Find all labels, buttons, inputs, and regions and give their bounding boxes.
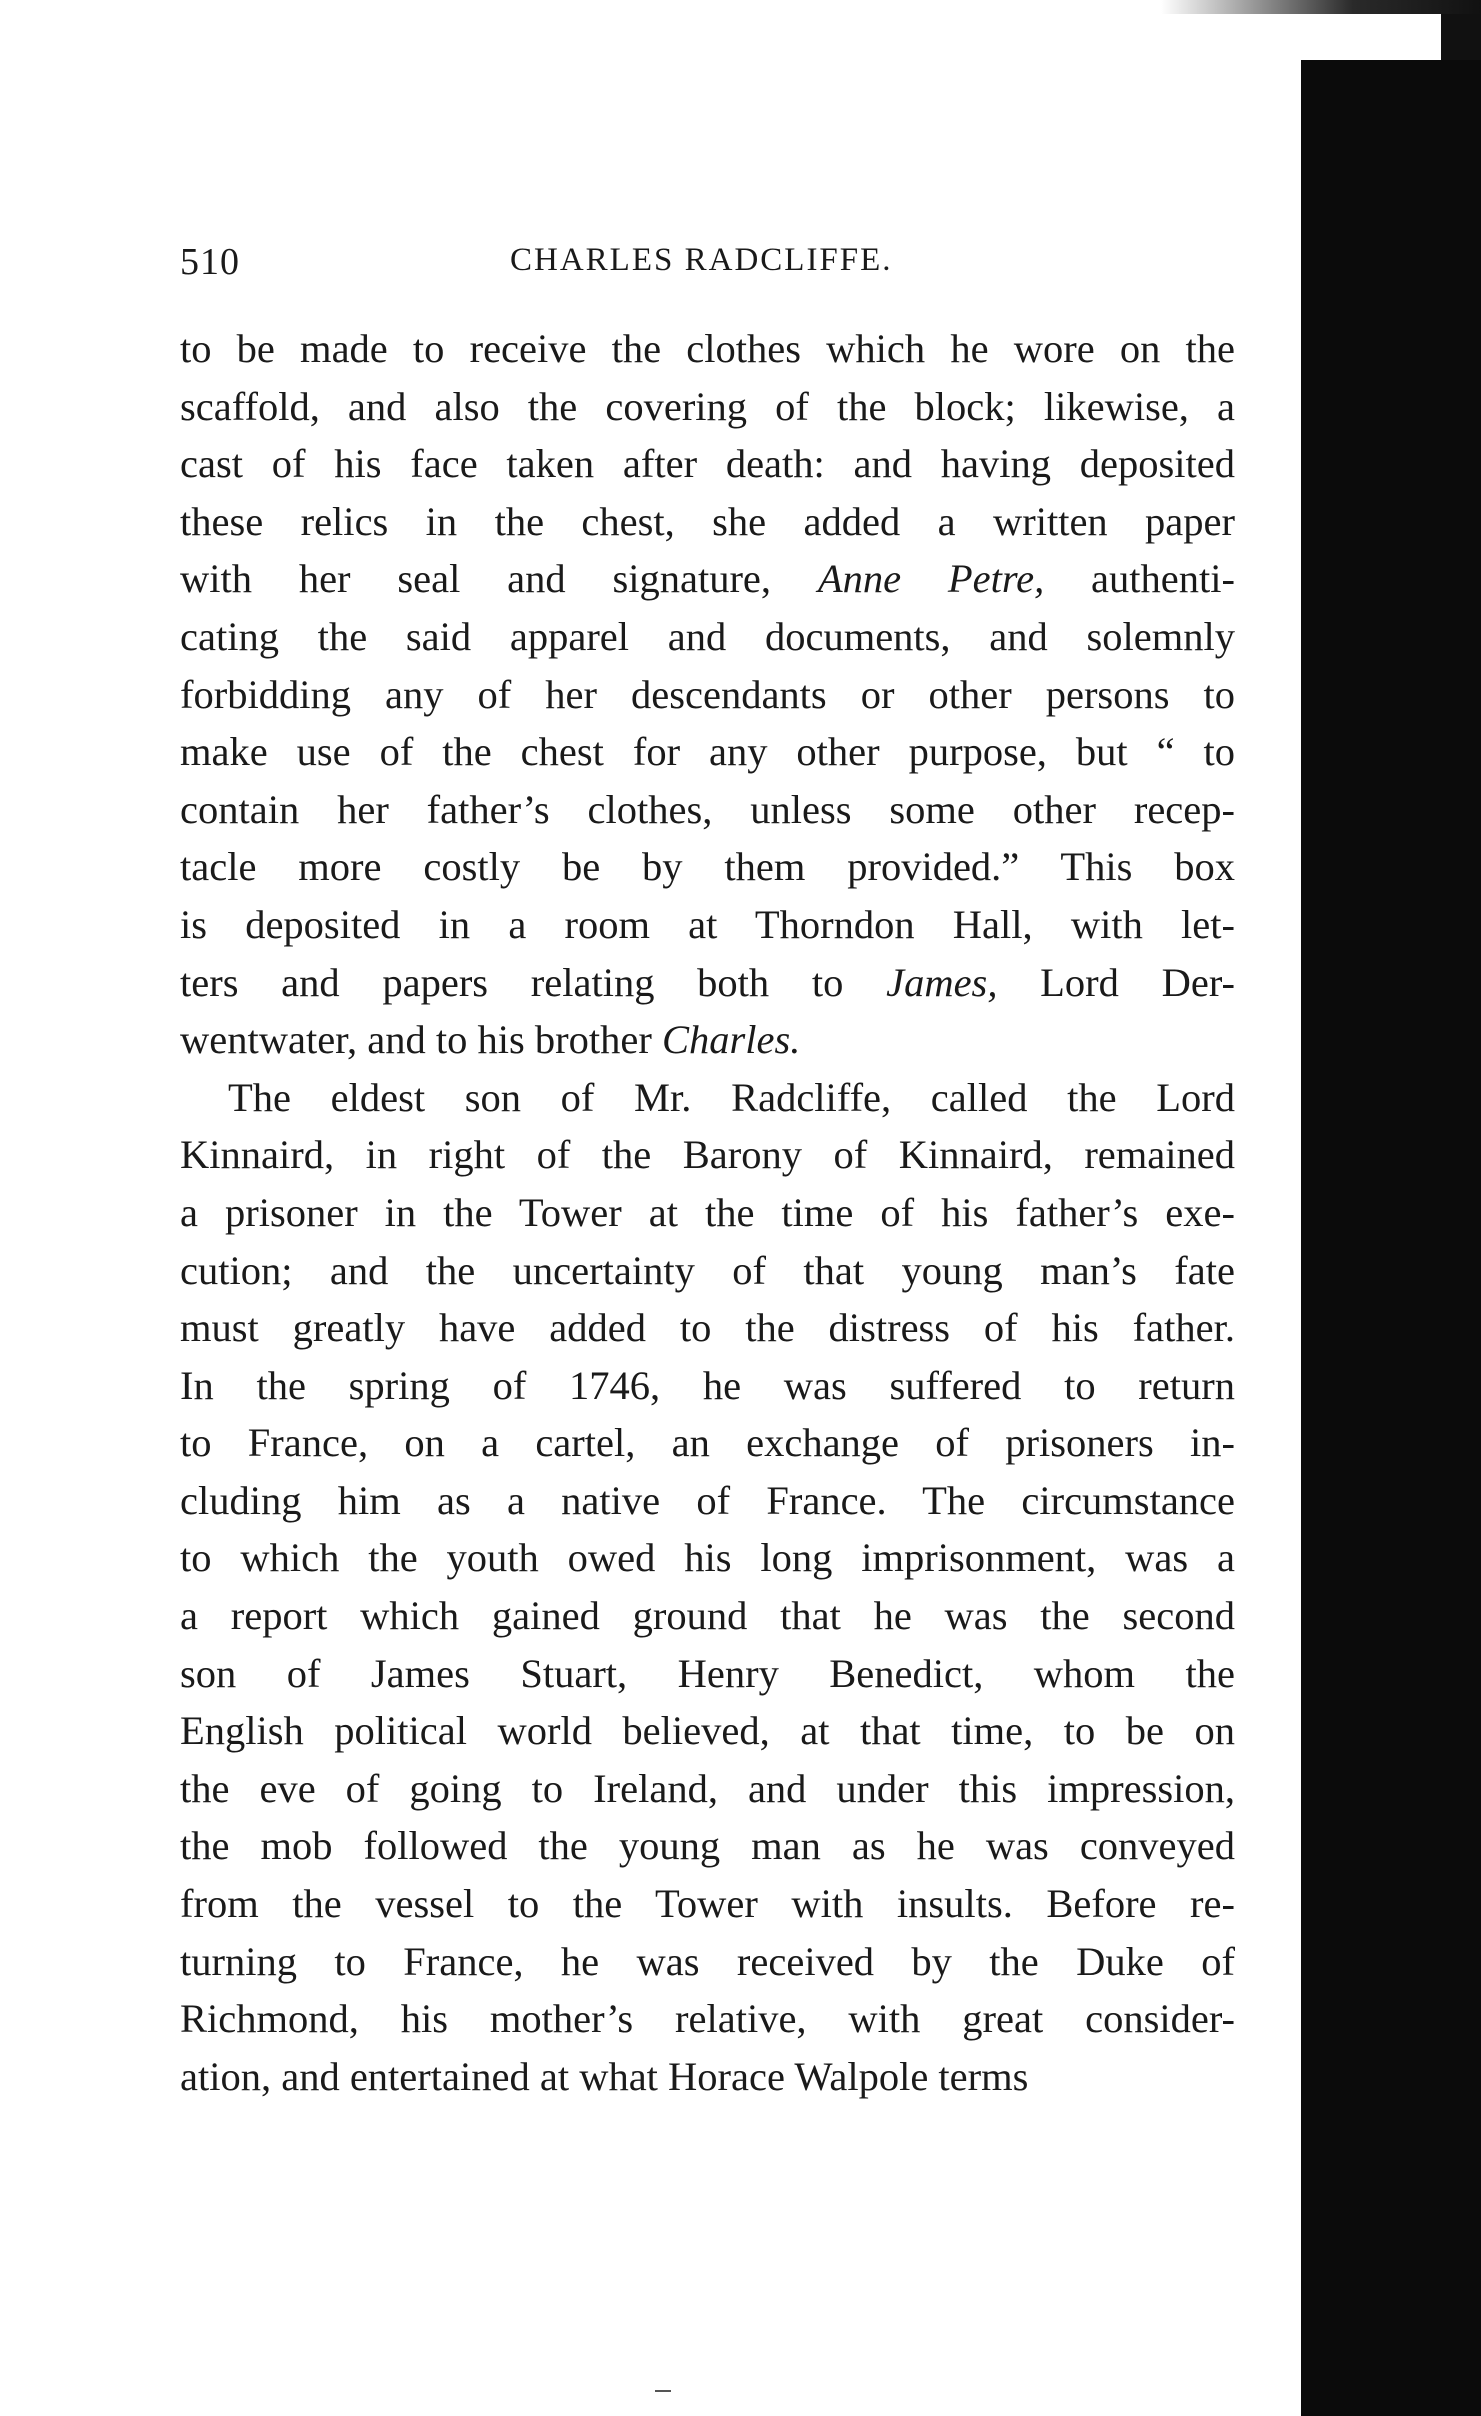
book-page [180, 240, 1235, 2105]
text-line: cution; and the uncertainty of that young man’s fate [180, 1247, 1235, 1293]
text-line: forbidding any of her descendants or other persons to [180, 671, 1235, 717]
text-line: contain her father’s clothes, unless some other recep- [180, 786, 1235, 832]
text-line: the eve of going to Ireland, and under this impression, [180, 1765, 1235, 1811]
text-line: to France, on a cartel, an exchange of prisoners in- [180, 1420, 1235, 1466]
paragraph [180, 320, 1235, 1069]
text-line: to which the youth owed his long imprisonment, was a [180, 1535, 1235, 1581]
text-line: must greatly have added to the distress of his father. [180, 1305, 1235, 1351]
running-title: CHARLES RADCLIFFE. [510, 242, 893, 278]
text-line: tacle more costly be by them provided.” This box [180, 844, 1235, 890]
scan-shadow-right-edge [1301, 60, 1481, 2416]
text-line: The eldest son of Mr. Radcliffe, called the Lord [228, 1074, 1235, 1120]
text-line: cating the said apparel and documents, and solemnly [180, 613, 1235, 659]
text-line: Kinnaird, in right of the Barony of Kinnaird, remained [180, 1132, 1235, 1178]
text-line: a prisoner in the Tower at the time of his father’s exe- [180, 1189, 1235, 1235]
text-line: a report which gained ground that he was the second [180, 1593, 1235, 1639]
text-line: turning to France, he was received by the Duke of [180, 1938, 1235, 1984]
text-line: son of James Stuart, Henry Benedict, whom the [180, 1650, 1235, 1696]
text-line: these relics in the chest, she added a written paper [180, 498, 1235, 544]
paragraph [180, 1069, 1235, 2106]
text-line: scaffold, and also the covering of the block; likewise, a [180, 383, 1235, 429]
text-line: to be made to receive the clothes which he wore on the [180, 326, 1235, 371]
text-line: cluding him as a native of France. The circumstance [180, 1477, 1235, 1523]
text-line: Richmond, his mother’s relative, with great consider- [180, 1996, 1235, 2042]
text-line: wentwater, and to his brother Charles. [180, 1017, 801, 1063]
page-header [180, 240, 1235, 290]
text-line: In the spring of 1746, he was suffered to return [180, 1362, 1235, 1408]
text-line: is deposited in a room at Thorndon Hall, with let- [180, 901, 1235, 947]
footer-mark [655, 2390, 671, 2392]
italic-name: Charles. [662, 1017, 801, 1063]
page-number: 510 [180, 241, 240, 283]
text-line: the mob followed the young man as he was conveyed [180, 1823, 1235, 1869]
text-line: make use of the chest for any other purpose, but “ to [180, 729, 1235, 775]
text-line: ters and papers relating both to James, Lord Der- [180, 959, 1235, 1005]
text-line: ation, and entertained at what Horace Walpole terms [180, 2053, 1029, 2099]
text-line: with her seal and signature, Anne Petre, authenti- [180, 556, 1236, 602]
italic-name: Anne Petre, [817, 556, 1045, 602]
scan-shadow-top [1161, 0, 1481, 14]
text-line: cast of his face taken after death: and having deposited [180, 441, 1235, 487]
text-line: English political world believed, at that time, to be on [180, 1708, 1235, 1754]
italic-name: James, [886, 959, 998, 1005]
body-text [180, 320, 1235, 2105]
text-line: from the vessel to the Tower with insults. Before re- [180, 1881, 1235, 1927]
